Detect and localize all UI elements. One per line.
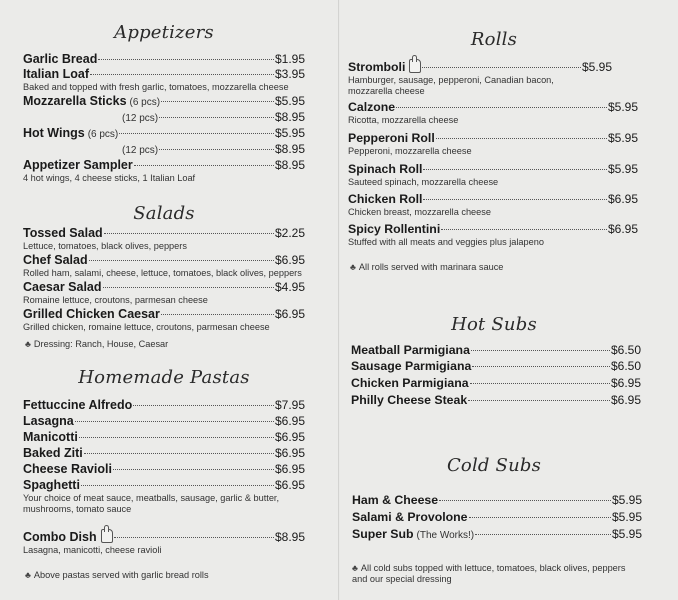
item-price: $5.95 [274, 126, 305, 140]
item-name: Italian Loaf [23, 67, 89, 81]
item-name: Fettuccine Alfredo [23, 398, 133, 412]
menu-item-spaghetti [23, 478, 305, 515]
item-name: Mozzarella Sticks [23, 94, 127, 108]
item-price-large: $8.95 [274, 142, 305, 156]
item-name: Cheese Ravioli [23, 462, 112, 476]
item-price: $5.95 [607, 131, 638, 145]
hot-subs-title: Hot Subs [451, 314, 537, 335]
club-icon: ♣ [350, 262, 356, 272]
item-price: $6.95 [607, 222, 638, 236]
item-name: Manicotti [23, 430, 78, 444]
menu-item-mozzarella-sticks [23, 94, 305, 126]
item-price: $5.95 [607, 100, 638, 114]
item-price: $5.95 [611, 510, 642, 524]
menu-item-italian-loaf [23, 67, 305, 93]
item-price: $8.95 [274, 158, 305, 172]
item-name: Meatball Parmigiana [351, 343, 470, 357]
item-price: $8.95 [274, 530, 305, 544]
menu-item-salami-provolone [352, 510, 642, 525]
item-price: $6.95 [274, 430, 305, 444]
item-description: Ricotta, mozzarella cheese [348, 115, 459, 125]
item-name: Caesar Salad [23, 280, 102, 294]
item-price: $6.50 [610, 359, 641, 373]
item-price: $1.95 [274, 52, 305, 66]
cold-subs-title: Cold Subs [446, 455, 542, 476]
menu-item-caesar-salad [23, 280, 305, 306]
menu-item-spinach-roll [348, 162, 638, 188]
item-quantity-large: (12 pcs) [122, 145, 159, 156]
salads-title: Salads [133, 203, 195, 224]
item-description: Pepperoni, mozzarella cheese [348, 146, 472, 156]
menu-item-pepperoni-roll [348, 131, 638, 157]
menu-item-grilled-chicken-caesar [23, 307, 305, 333]
item-price: $5.95 [611, 527, 642, 541]
item-description: Lasagna, manicotti, cheese ravioli [23, 545, 162, 555]
item-name: Baked Ziti [23, 446, 83, 460]
menu-item-combo-dish [23, 527, 305, 556]
menu-item-hot-wings [23, 126, 305, 158]
page-fold [338, 0, 340, 600]
item-description: Rolled ham, salami, cheese, lettuce, tomatoes, black olives, peppers [23, 268, 302, 278]
thumbs-up-icon [409, 59, 421, 73]
menu-item-cheese-ravioli [23, 462, 305, 477]
item-price: $4.95 [274, 280, 305, 294]
item-price: $6.95 [274, 414, 305, 428]
menu-item-stromboli [348, 57, 612, 97]
item-price: $6.95 [610, 376, 641, 390]
item-name: Spicy Rollentini [348, 222, 441, 236]
item-name: Spaghetti [23, 478, 80, 492]
pastas-note: ♣ Above pastas served with garlic bread rolls [25, 570, 209, 580]
club-icon: ♣ [352, 563, 358, 573]
menu-item-super-sub [352, 527, 642, 543]
item-price: $6.95 [274, 478, 305, 492]
item-price: $2.25 [274, 226, 305, 240]
item-name: Appetizer Sampler [23, 158, 133, 172]
item-price: $7.95 [274, 398, 305, 412]
item-quantity: (6 pcs) [87, 129, 119, 140]
item-name: Spinach Roll [348, 162, 423, 176]
menu-item-lasagna [23, 414, 305, 429]
item-name: Grilled Chicken Caesar [23, 307, 160, 321]
item-price: $6.95 [274, 307, 305, 321]
item-quantity: (6 pcs) [129, 97, 161, 108]
item-quantity: (The Works!) [416, 530, 475, 541]
item-name: Garlic Bread [23, 52, 98, 66]
item-price: $6.95 [274, 446, 305, 460]
item-price: $6.95 [610, 393, 641, 407]
menu-item-chicken-roll [348, 192, 638, 218]
item-price: $6.95 [607, 192, 638, 206]
menu-item-philly-cheese-steak [351, 393, 641, 408]
menu-item-spicy-rollentini [348, 222, 638, 248]
item-name: Pepperoni Roll [348, 131, 435, 145]
item-description: Your choice of meat sauce, meatballs, sausage, garlic & butter, mushrooms, tomato sauce [23, 493, 280, 514]
rolls-note: ♣ All rolls served with marinara sauce [350, 262, 504, 272]
club-icon: ♣ [25, 339, 31, 349]
item-price-large: $8.95 [274, 110, 305, 124]
item-description: Stuffed with all meats and veggies plus jalapeno [348, 237, 544, 247]
item-name: Combo Dish [23, 530, 97, 544]
item-name: Stromboli [348, 60, 406, 74]
menu-item-garlic-bread [23, 52, 305, 67]
item-price: $3.95 [274, 67, 305, 81]
item-name: Ham & Cheese [352, 493, 439, 507]
item-description: Romaine lettuce, croutons, parmesan cheese [23, 295, 208, 305]
menu-item-sausage-parmigiana [351, 359, 641, 374]
rolls-title: Rolls [470, 29, 518, 50]
item-name: Lasagna [23, 414, 74, 428]
menu-item-baked-ziti [23, 446, 305, 461]
item-description: Sauteed spinach, mozzarella cheese [348, 177, 499, 187]
item-price: $5.95 [274, 94, 305, 108]
item-name: Salami & Provolone [352, 510, 468, 524]
item-name: Super Sub [352, 527, 414, 541]
item-price: $5.95 [611, 493, 642, 507]
pastas-title: Homemade Pastas [78, 367, 250, 388]
item-description: Lettuce, tomatoes, black olives, peppers [23, 241, 187, 251]
item-description: Grilled chicken, romaine lettuce, croutons, parmesan cheese [23, 322, 270, 332]
item-name: Chicken Parmigiana [351, 376, 469, 390]
salads-note: ♣ Dressing: Ranch, House, Caesar [25, 339, 169, 349]
menu-item-ham-cheese [352, 493, 642, 508]
menu-item-chicken-parmigiana [351, 376, 641, 391]
menu-item-manicotti [23, 430, 305, 445]
item-description: 4 hot wings, 4 cheese sticks, 1 Italian Loaf [23, 173, 196, 183]
item-name: Sausage Parmigiana [351, 359, 472, 373]
item-price: $6.95 [274, 253, 305, 267]
menu-item-tossed-salad [23, 226, 305, 252]
item-description: Hamburger, sausage, pepperoni, Canadian bacon, mozzarella cheese [348, 75, 554, 96]
item-name: Calzone [348, 100, 396, 114]
item-name: Philly Cheese Steak [351, 393, 468, 407]
menu-item-calzone [348, 100, 638, 126]
menu-item-appetizer-sampler [23, 158, 305, 184]
item-name: Chicken Roll [348, 192, 423, 206]
item-price: $6.50 [610, 343, 641, 357]
thumbs-up-icon [101, 529, 113, 543]
menu-item-chef-salad [23, 253, 305, 279]
item-name: Tossed Salad [23, 226, 103, 240]
item-name: Chef Salad [23, 253, 88, 267]
menu-item-meatball-parmigiana [351, 343, 641, 358]
item-name: Hot Wings [23, 126, 85, 140]
club-icon: ♣ [25, 570, 31, 580]
cold-subs-note: ♣ All cold subs topped with lettuce, tomatoes, black olives, peppers and our special dressing [352, 563, 626, 584]
appetizers-title: Appetizers [114, 22, 214, 43]
item-price: $5.95 [607, 162, 638, 176]
item-price: $5.95 [581, 60, 612, 74]
item-quantity-large: (12 pcs) [122, 113, 159, 124]
item-description: Baked and topped with fresh garlic, tomatoes, mozzarella cheese [23, 82, 289, 92]
item-price: $6.95 [274, 462, 305, 476]
menu-item-fettuccine-alfredo [23, 398, 305, 413]
item-description: Chicken breast, mozzarella cheese [348, 207, 491, 217]
